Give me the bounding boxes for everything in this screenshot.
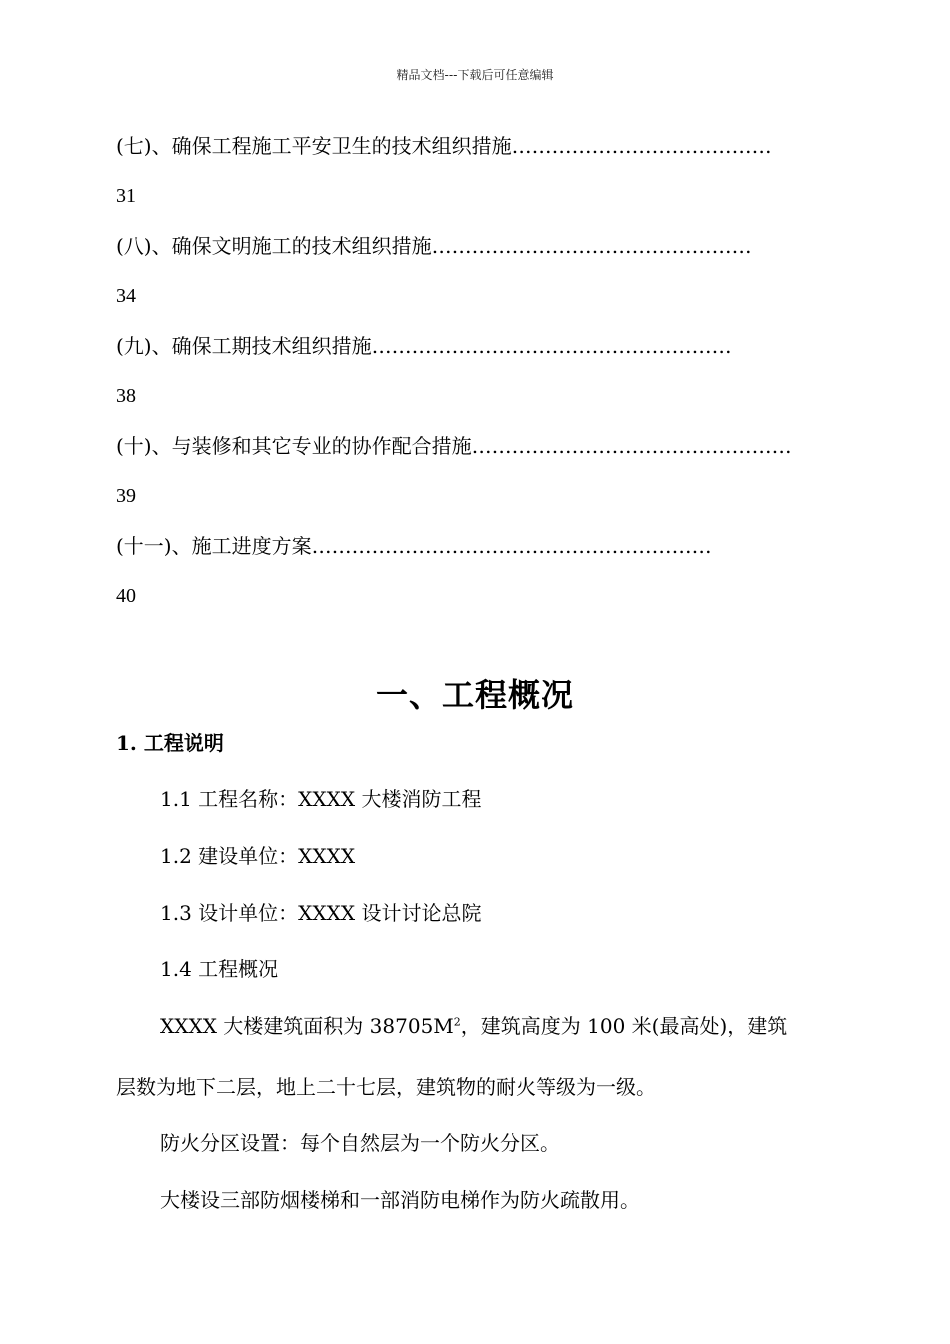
- toc-entry-page: 38: [116, 385, 136, 407]
- client-item: 1.2 建设单位：XXXX: [160, 844, 356, 868]
- toc-entry-page: 31: [116, 185, 136, 207]
- designer-item: 1.3 设计单位：XXXX 设计讨论总院: [160, 901, 482, 925]
- section-subhead: 1. 工程说明: [116, 731, 224, 755]
- toc-entry-line: [116, 428, 836, 464]
- building-paragraph-text-b: ，建筑高度为 100 米(最高处)，建筑: [460, 1014, 788, 1038]
- table-of-contents: [116, 128, 836, 628]
- toc-entry-leader: ……………………………………………………: [311, 534, 712, 558]
- fire-zone-paragraph: 防火分区设置：每个自然层为一个防火分区。: [160, 1131, 560, 1155]
- toc-entry-leader: …………………………………………: [431, 234, 752, 258]
- area-unit-superscript: 2: [453, 1015, 461, 1029]
- toc-entry: [116, 428, 836, 528]
- toc-entry-line: [116, 228, 836, 264]
- toc-entry-page: 34: [116, 285, 136, 307]
- toc-entry: [116, 228, 836, 328]
- toc-entry: [116, 128, 836, 228]
- toc-entry-line: [116, 328, 836, 364]
- toc-entry-label: (十一)、施工进度方案: [116, 534, 312, 558]
- section-title: 一、工程概况: [375, 676, 574, 714]
- toc-entry-label: (七)、确保工程施工平安卫生的技术组织措施: [116, 134, 512, 158]
- overview-item: 1.4 工程概况: [160, 957, 279, 981]
- toc-entry-page: 40: [116, 585, 136, 607]
- building-paragraph-text-a: XXXX 大楼建筑面积为 38705M: [160, 1014, 454, 1038]
- building-paragraph-line-2: 层数为地下二层，地上二十七层，建筑物的耐火等级为一级。: [116, 1075, 656, 1099]
- toc-entry-label: (九)、确保工期技术组织措施: [116, 334, 372, 358]
- toc-entry-line: [116, 528, 836, 564]
- toc-entry-line: [116, 128, 836, 164]
- toc-entry-leader: …………………………………: [511, 134, 772, 158]
- project-name-item: 1.1 工程名称：XXXX 大楼消防工程: [160, 787, 482, 811]
- toc-entry-leader: …………………………………………: [471, 434, 792, 458]
- toc-entry: [116, 328, 836, 428]
- header-note: 精品文档---下载后可任意编辑: [396, 68, 554, 82]
- toc-entry-page: 39: [116, 485, 136, 507]
- building-paragraph-line-1: [116, 1011, 870, 1041]
- toc-entry-label: (十)、与装修和其它专业的协作配合措施: [116, 434, 472, 458]
- toc-entry-label: (八)、确保文明施工的技术组织措施: [116, 234, 432, 258]
- toc-entry-leader: ………………………………………………: [371, 334, 732, 358]
- toc-entry: [116, 528, 836, 628]
- stairs-paragraph: 大楼设三部防烟楼梯和一部消防电梯作为防火疏散用。: [160, 1188, 640, 1212]
